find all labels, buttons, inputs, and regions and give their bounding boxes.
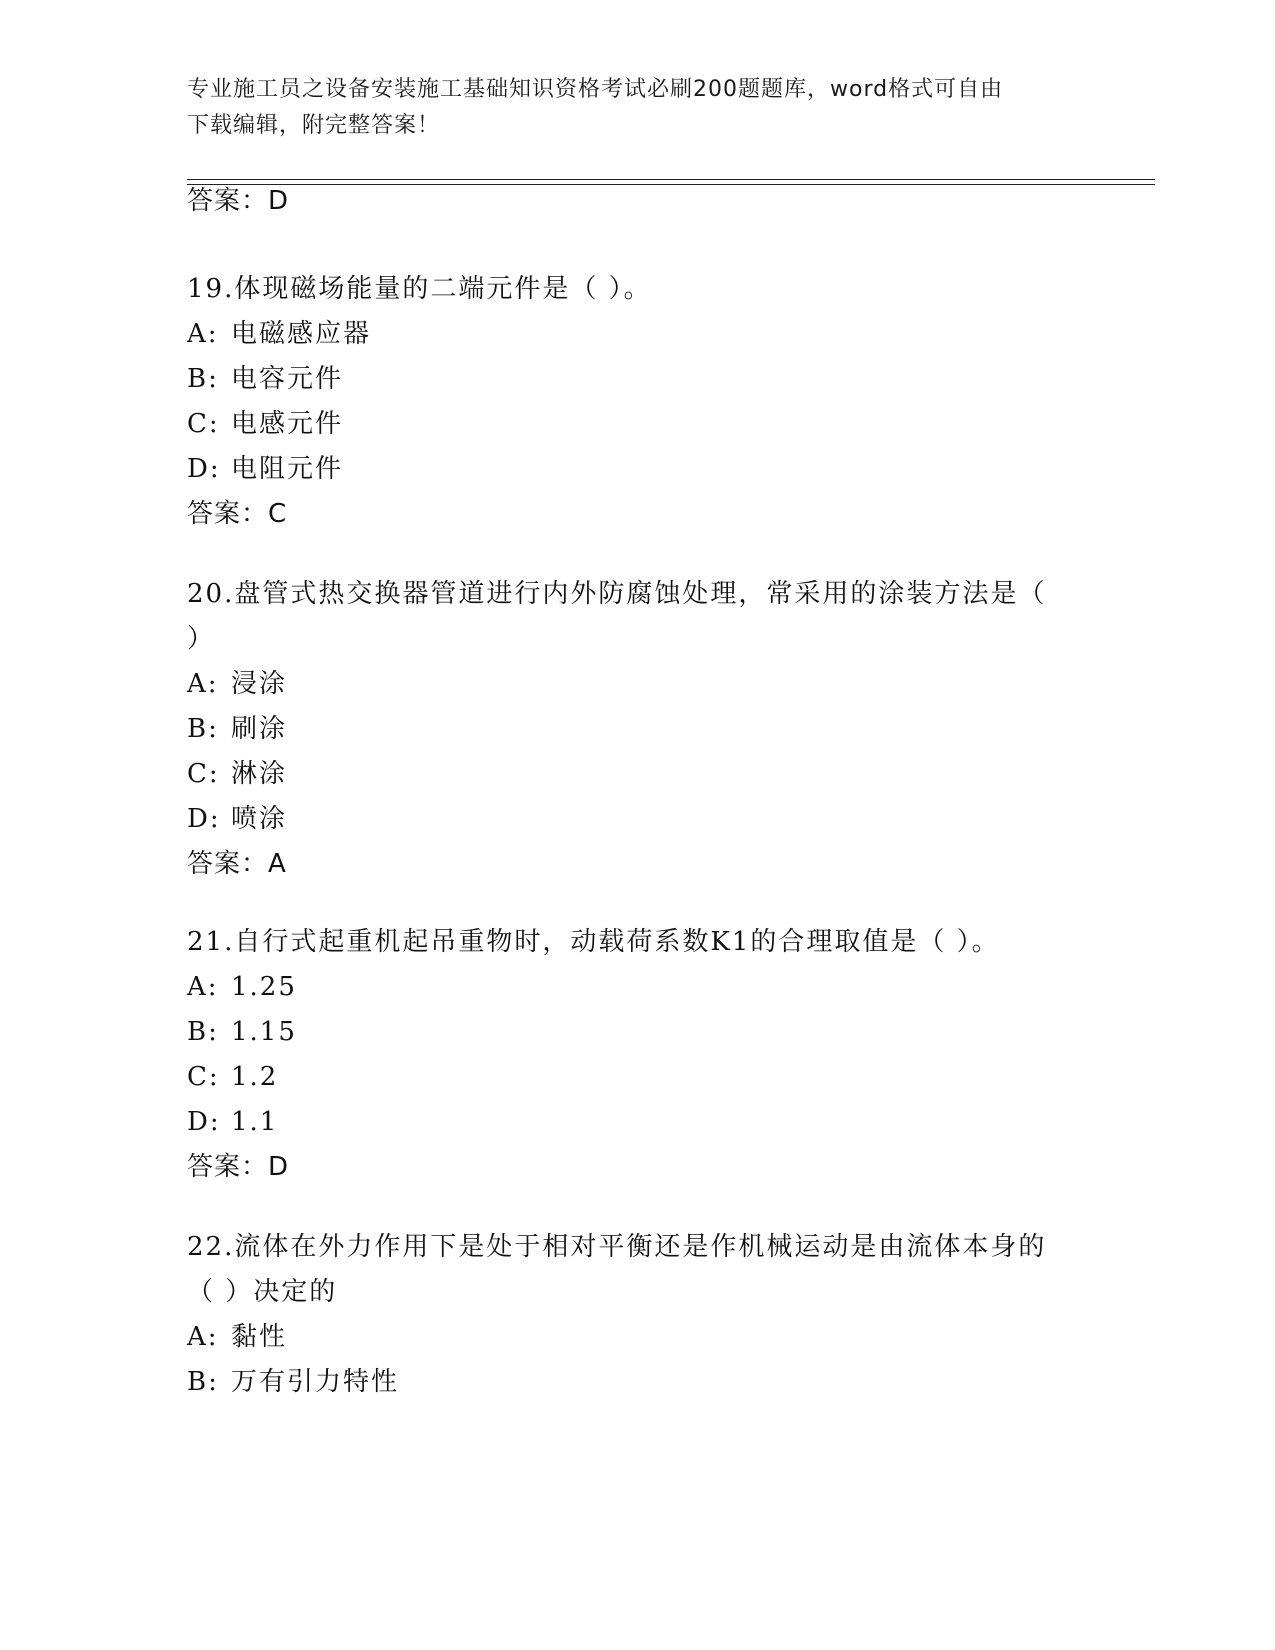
option-a [187, 965, 1087, 1010]
option-label: B: [187, 364, 219, 394]
question-stem-continued: （ ）决定的 [187, 1277, 338, 1307]
option-b [187, 357, 1087, 402]
option-text: 电阻元件 [231, 454, 344, 484]
question-stem-continued: ） [187, 624, 216, 654]
option-label: A: [187, 972, 219, 1002]
option-label: A: [187, 1322, 219, 1352]
option-label: C: [187, 759, 220, 789]
option-a [187, 312, 1087, 357]
option-text: 1.2 [231, 1062, 279, 1092]
answer-line: 答案：C [187, 499, 288, 529]
question-stem: 21.自行式起重机起吊重物时，动载荷系数K1的合理取值是（ ）。 [187, 927, 1000, 957]
option-text: 浸涂 [231, 669, 288, 699]
question-21 [187, 920, 1087, 1190]
header-line-2: 下载编辑，附完整答案！ [187, 113, 441, 138]
option-b [187, 1010, 1087, 1055]
option-label: B: [187, 714, 219, 744]
option-text: 刷涂 [231, 714, 288, 744]
document-header [187, 72, 1087, 144]
question-22 [187, 1225, 1087, 1405]
previous-answer-block [187, 179, 1087, 224]
question-stem: 19.体现磁场能量的二端元件是（ ）。 [187, 274, 652, 304]
option-c [187, 752, 1087, 797]
option-label: C: [187, 409, 220, 439]
header-line-1: 专业施工员之设备安装施工基础知识资格考试必刷200题题库，word格式可自由 [187, 77, 1004, 102]
option-label: B: [187, 1367, 219, 1397]
answer-line: 答案：D [187, 1152, 290, 1182]
question-stem: 20.盘管式热交换器管道进行内外防腐蚀处理，常采用的涂装方法是（ [187, 579, 1047, 609]
option-text: 万有引力特性 [231, 1367, 400, 1397]
option-d [187, 447, 1087, 492]
option-text: 1.25 [231, 972, 297, 1002]
option-b [187, 707, 1087, 752]
option-a [187, 1315, 1087, 1360]
answer-line: 答案：D [187, 186, 290, 216]
option-c [187, 1055, 1087, 1100]
option-label: B: [187, 1017, 219, 1047]
option-label: A: [187, 319, 219, 349]
option-a [187, 662, 1087, 707]
option-label: A: [187, 669, 219, 699]
option-text: 电容元件 [231, 364, 344, 394]
question-20 [187, 572, 1087, 887]
option-text: 黏性 [231, 1322, 288, 1352]
option-label: D: [187, 804, 221, 834]
answer-line: 答案：A [187, 849, 287, 879]
option-d [187, 1100, 1087, 1145]
option-label: D: [187, 454, 221, 484]
question-stem: 22.流体在外力作用下是处于相对平衡还是作机械运动是由流体本身的 [187, 1232, 1047, 1262]
option-text: 1.15 [231, 1017, 297, 1047]
option-label: C: [187, 1062, 220, 1092]
option-c [187, 402, 1087, 447]
option-text: 电感元件 [231, 409, 344, 439]
option-d [187, 797, 1087, 842]
option-b [187, 1360, 1087, 1405]
option-text: 电磁感应器 [231, 319, 372, 349]
option-text: 喷涂 [231, 804, 288, 834]
option-text: 淋涂 [231, 759, 288, 789]
option-label: D: [187, 1107, 221, 1137]
option-text: 1.1 [231, 1107, 279, 1137]
question-19 [187, 267, 1087, 537]
